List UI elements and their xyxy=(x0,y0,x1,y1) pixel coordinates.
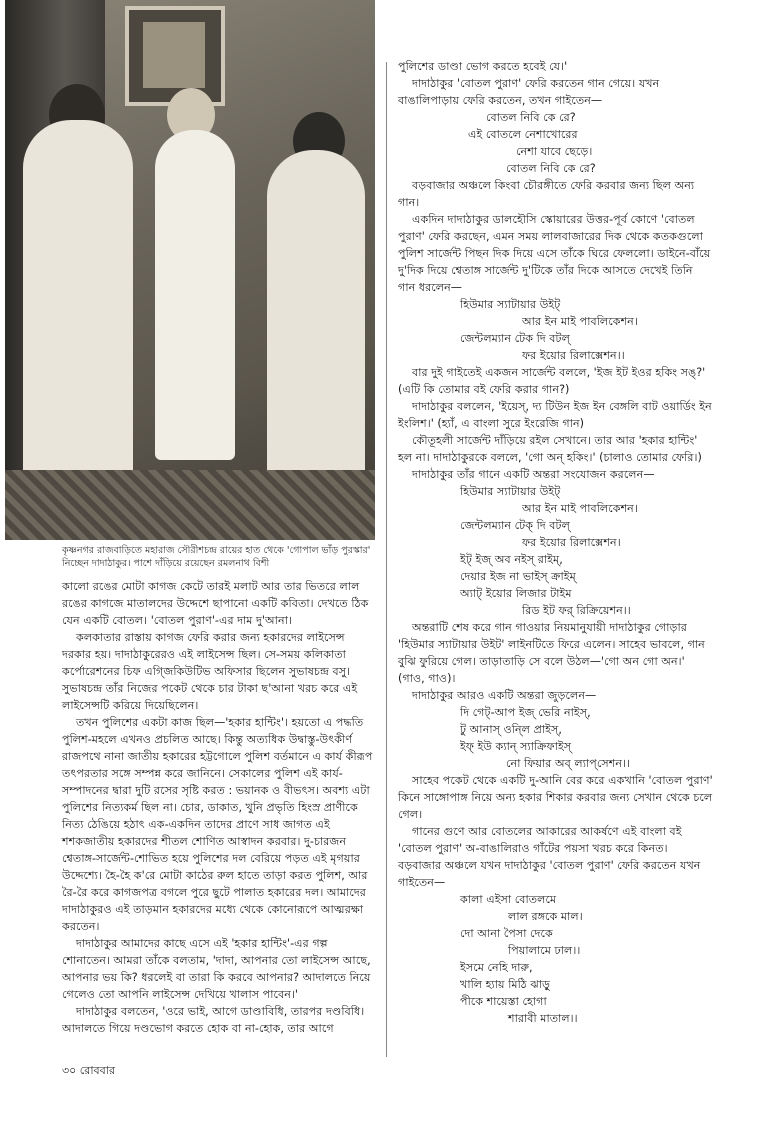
verse-line: অ্যাট্ ইয়োর লিজার টাইম xyxy=(460,587,572,600)
verse-line: এই বোতলে নেশাখোরের xyxy=(468,128,578,141)
verse xyxy=(398,483,713,619)
left-column xyxy=(62,578,374,1037)
verse-line: আর ইন মাই পাবলিকেশন। xyxy=(522,502,638,515)
paragraph: সাহেব পকেট থেকে একটি দু-আনি বের করে একখানি 'বোতল পুরাণ' কিনে সাঙ্গোপাঙ্গ নিয়ে অন্য হকার শিকার করবার জন্য সেখান থেকে চলে গেল। xyxy=(398,774,713,821)
right-column xyxy=(398,58,713,1027)
paragraph: কলকাতার রাস্তায় কাগজ ফেরি করার জন্য হকারদের লাইসেন্স দরকার হয়। দাদাঠাকুরেরও এই লাইসেন্স ছিল। সে-সময় কলিকাতা কর্পোরেশনের চিফ এগ্জিকিউটিভ অফিসার ছিলেন সুভাষচন্দ্র বসু। সুভাষচন্দ্র তাঁর নিজের পকেট থেকে চার টাকা ছ'আনা খরচ করে এই লাইসেন্সটি করিয়ে দিয়েছিলেন। xyxy=(62,631,358,712)
verse-line: জেন্টলম্যান টেক দি বটল্ xyxy=(460,332,570,345)
verse-line: দি গেট্-আপ ইজ্ ভেরি নাইস্, xyxy=(460,706,591,719)
column-divider xyxy=(386,62,387,1057)
verse-line: হিউমার স্যাটায়ার উইট্ xyxy=(460,485,561,498)
verse-line: ইসমে নেহি দারু, xyxy=(460,961,533,974)
paragraph: গানের গুণে আর বোতলের আকারের আকর্ষণে এই বাংলা বই 'বোতল পুরাণ' অ-বাঙালিরাও গাঁটের পয়সা খরচ করে কিনত। বড়বাজার অঞ্চলে যখন দাদাঠাকুর 'বোতল পুরাণ' ফেরি করতেন যখন গাইতেন— xyxy=(398,825,701,889)
paragraph: বার দুই গাইতেই একজন সার্জেন্ট বললে, 'ইজ ইট ইওর হকিং সঙ্?' (এটি কি তোমার বই ফেরি করার গান?) xyxy=(398,366,706,396)
verse xyxy=(398,704,713,772)
verse xyxy=(398,109,713,177)
verse-line: দেয়ার ইজ না ভাইস্ ক্রাইম্ xyxy=(460,570,576,583)
paragraph: তখন পুলিশের একটা কাজ ছিল—'হকার হান্টিং'। হয়তো এ পদ্ধতি পুলিশ-মহলে এখনও প্রচলিত আছে। কিন্তু অত্যধিক উদ্বাস্তু-উৎকীর্ণ রাজপথে নানা জাতীয় হকারের হট্টগোলে পুলিশ বর্তমানে এ কার্য কীরূপ তৎপরতার সঙ্গে সম্পন্ন করে জানিনে। সেকালের পুলিশ এই কার্য-সম্পাদনের দ্বারা দুটি রসের সৃষ্টি করত : ভয়ানক ও বীভৎস। অবশ্য এটা পুলিশের নিত্যকর্ম ছিল না। চোর, ডাকাত, খুনি প্রভৃতি হিংস্র প্রাণীকে নিত্য ঠেঙিয়ে হঠাৎ এক-একদিন তাদের প্রাণে সাধ জাগত এই শশকজাতীয় হকারদের শীতল শোণিত আস্বাদন করবার। দু-চারজন শ্বেতাঙ্গ-সার্জেন্ট-শোভিত হয়ে পুলিশের দল বেরিয়ে পড়ত এই মৃগয়ার উদ্দেশ্যে। হৈ-হৈ ক'রে মোটা কাঠের রুল হাতে তাড়া করত পুলিশ, আর রৈ-রৈ করে কাগজপত্র বগলে পুরে ছুটে পালাত হকারের দল। আমাদের দাদাঠাকুরও এই তাড়মান হকারদের মধ্যে থেকে কোনোরূপে আত্মরক্ষা করতেন। xyxy=(62,716,373,933)
carpet xyxy=(5,470,375,540)
verse-line: আর ইন মাই পাবলিকেশন। xyxy=(522,315,638,328)
verse-line: কালা এইসা বোতলমে xyxy=(460,893,557,906)
paragraph: দাদাঠাকুর তাঁর গানে একটি অন্তরা সংযোজন করলেন— xyxy=(412,468,655,481)
paragraph: বড়বাজার অঞ্চলে কিংবা চৌরঙ্গীতে ফেরি করবার জন্য ছিল অন্য গান। xyxy=(398,179,695,209)
photo-caption: কৃষ্ণনগর রাজবাড়িতে মহারাজ সৌরীশচন্দ্র রায়ের হাত থেকে 'গোপাল ভাঁড় পুরস্কার' নিচ্ছেন দাদাঠাকুর। পাশে দাঁড়িয়ে রয়েছেন রমলনাথ বিশী xyxy=(62,545,371,569)
person-center xyxy=(155,130,235,460)
verse-line: ফর ইয়োর রিলাক্সেশন। xyxy=(522,536,621,549)
verse-line: জেন্টলম্যান টেক্ দি বটল্ xyxy=(460,519,570,532)
verse-line: পীকে শায়েস্তা হোগা xyxy=(460,995,547,1008)
paragraph: একদিন দাদাঠাকুর ডালহৌসি স্কোয়ারের উত্তর-পূর্ব কোণে 'বোতল পুরাণ' ফেরি করছেন, এমন সময় লালবাজারের দিক থেকে কতকগুলো পুলিশ সার্জেন্ট পিছন দিক দিয়ে এসে তাঁকে ঘিরে ফেললো। ডাইনে-বাঁয়ে দু'দিক দিয়ে শ্বেতাঙ্গ সার্জেন্ট দু'টিকে তাঁর দিকে আসতে দেখেই তিনি গান ধরলেন— xyxy=(398,213,711,294)
verse-line: রিড ইট ফর্ রিক্রিয়েশন।। xyxy=(522,604,631,617)
verse-line: নেশা যাবে ছেড়ে। xyxy=(516,145,593,158)
paragraph: কৌতূহলী সার্জেন্ট দাঁড়িয়ে রইল সেখানে। তার আর 'হকার হান্টিং' হল না। দাদাঠাকুরকে বললে, 'গো অন্ হকিং।' (চালাও তোমার ফেরি।) xyxy=(398,434,702,464)
verse xyxy=(398,891,713,1027)
paragraph: কালো রঙের মোটা কাগজ কেটে তারই মলাট আর তার ভিতরে লাল রঙের কাগজে মাতালদের উদ্দেশে ছাপানো একটি কবিতা। দেখতে ঠিক যেন একটি বোতল। 'বোতল পুরাণ'-এর দাম দু'আনা। xyxy=(62,580,369,627)
verse-line: শারাবী মাতাল।। xyxy=(508,1012,578,1025)
paragraph: অন্তরাটি শেষ করে গান গাওয়ার নিয়মানুযায়ী দাদাঠাকুর গোড়ার 'হিউমার স্যাটায়ার উইট' লাইনটিতে ফিরে এলেন। সাহেব ভাবলে, গান বুঝি ফুরিয়ে গেল। তাড়াতাড়ি সে বলে উঠল—'গো অন গো অন।' (গাও, গাও)। xyxy=(398,621,705,685)
page-footer: ৩০ রোববার xyxy=(62,1064,115,1077)
verse-line: হিউমার স্যাটায়ার উইট্ xyxy=(460,298,561,311)
paragraph: দাদাঠাকুর আরও একটি অন্তরা জুড়লেন— xyxy=(412,689,597,702)
verse-line: নো ফিয়ার অব্ ল্যাপ্‌সেশন।। xyxy=(506,757,631,770)
ceremony-photo xyxy=(5,0,375,540)
verse-line: ইফ্ ইউ ক্যান্ স্যাক্রিফাইস্ xyxy=(460,740,572,753)
paragraph: দাদাঠাকুর 'বোতল পুরাণ' ফেরি করতেন গান গেয়ে। যখন বাঙালিপাড়ায় ফেরি করতেন, তখন গাইতেন— xyxy=(398,77,660,107)
verse-line: দো আনা পৈসা দেকে xyxy=(460,927,553,940)
verse-line: খালি হ্যায় মিঠি ঝাড়ু xyxy=(460,978,551,991)
verse-line: টু আনাস্ ওন্লি প্রাইস্, xyxy=(460,723,562,736)
person-left xyxy=(23,120,133,510)
verse-line: ফর ইয়োর রিলাক্সেশন।। xyxy=(522,349,625,362)
wall-portrait-frame xyxy=(125,6,225,106)
paragraph: দাদাঠাকুর বললেন, 'ইয়েস্, দ্য টিউন ইজ ইন বেঙ্গলি বাট ওয়ার্ডিং ইন ইংলিশ।' (হ্যাঁ, এ বাংলা সুরে ইংরেজি গান) xyxy=(398,400,712,430)
paragraph: দাদাঠাকুর আমাদের কাছে এসে এই 'হকার হান্টিং'-এর গল্প শোনাতেন। আমরা তাঁকে বলতাম, 'দাদা, আপনার তো লাইসেন্স আছে, আপনার ভয় কি? ধরলেই বা তারা কি করবে আপনার? আদালতে নিয়ে গেলেও তো আপনি লাইসেন্স দেখিয়ে খালাস পাবেন।' xyxy=(62,937,371,1001)
paragraph: পুলিশের ডাণ্ডা ভোগ করতে হবেই যে।' xyxy=(398,60,568,73)
verse-line: লাল রঙ্গকে মাল। xyxy=(508,910,583,923)
verse-line: ইট্ ইজ্ অব নইস্ রাইম্, xyxy=(460,553,563,566)
verse xyxy=(398,296,713,364)
verse-line: পিয়ালামে ঢাল।। xyxy=(508,944,581,957)
verse-line: বোতল নিবি কে রে? xyxy=(506,162,596,175)
verse-line: বোতল নিবি কে রে? xyxy=(486,111,576,124)
paragraph: দাদাঠাকুর বলতেন, 'ওরে ভাই, আগে ডাণ্ডাবিধি, তারপর দণ্ডবিধি। আদালতে গিয়ে দণ্ডভোগ করতে হোক বা না-হোক, তার আগে xyxy=(62,1005,365,1035)
